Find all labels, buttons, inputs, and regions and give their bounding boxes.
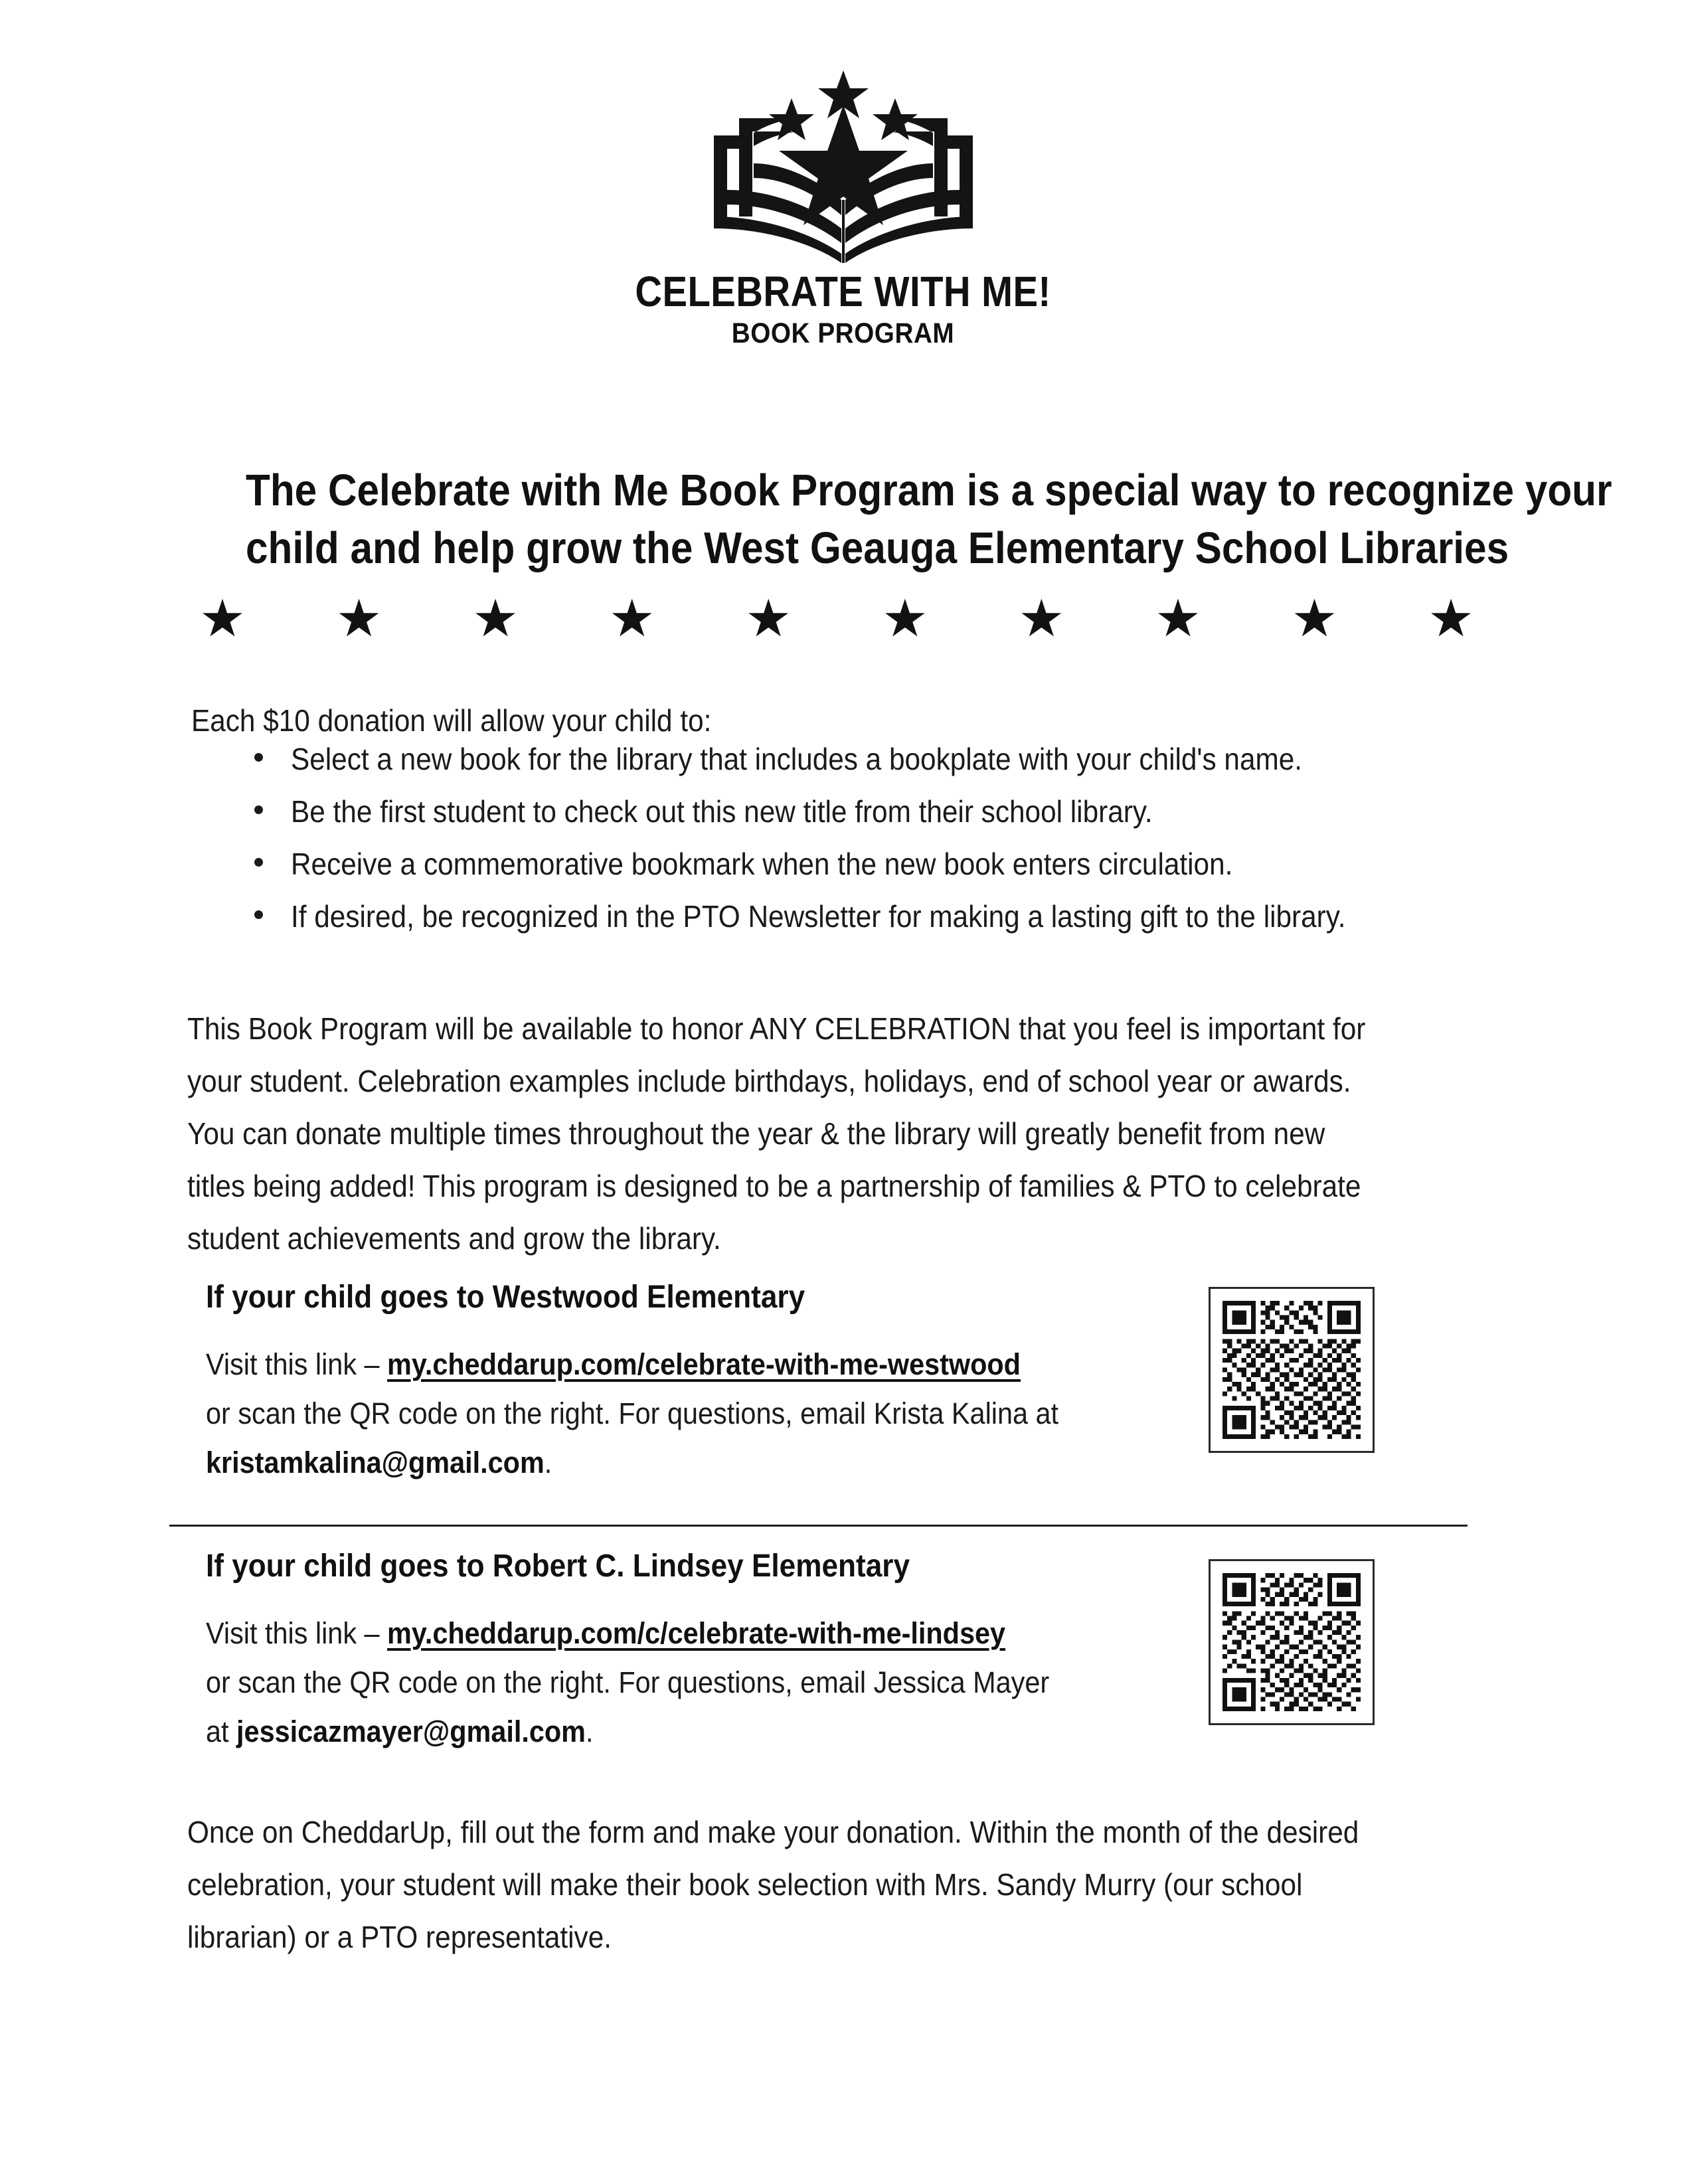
contact-email-lindsey[interactable]: jessicazmayer@gmail.com <box>236 1715 586 1748</box>
star-icon: ★ <box>1428 589 1474 647</box>
cheddarup-link-lindsey[interactable]: my.cheddarup.com/c/celebrate-with-me-lindsey <box>387 1616 1006 1650</box>
email-prefix: at <box>206 1715 237 1748</box>
body-line: student achievements and grow the library. <box>187 1221 721 1256</box>
star-icon: ★ <box>1291 589 1338 647</box>
bullet-dot-icon <box>254 753 263 762</box>
qr-westwood-image <box>1222 1301 1361 1439</box>
cheddarup-link-westwood[interactable]: my.cheddarup.com/celebrate-with-me-westwood <box>387 1347 1021 1381</box>
star-icon: ★ <box>1018 589 1065 647</box>
logo-block <box>0 64 1686 350</box>
star-icon: ★ <box>608 589 655 647</box>
contact-email-line <box>206 1707 1104 1756</box>
bullet-dot-icon <box>254 910 263 919</box>
qr-lindsey-image <box>1222 1573 1361 1711</box>
visit-link-prefix: Visit this link – <box>206 1347 388 1381</box>
page-headline <box>179 462 1612 577</box>
list-item-label: Select a new book for the library that includes a bookplate with your child's name. <box>291 742 1303 776</box>
lindsey-qr-code[interactable] <box>1209 1559 1375 1725</box>
school-heading-lindsey: If your child goes to Robert C. Lindsey Elementary <box>206 1549 910 1584</box>
donation-benefits-list <box>191 744 1519 954</box>
list-item <box>191 744 1519 796</box>
contact-email-westwood[interactable]: kristamkalina@gmail.com <box>206 1446 545 1479</box>
open-book-with-stars-icon <box>687 64 999 263</box>
email-suffix: . <box>585 1715 594 1748</box>
bullet-dot-icon <box>254 858 263 867</box>
body-line: This Book Program will be available to honor ANY CELEBRATION that you feel is important for <box>187 1011 1366 1046</box>
section-divider-rule <box>169 1525 1468 1527</box>
body-paragraph <box>187 1003 1522 1265</box>
headline-line-2: child and help grow the West Geauga Elementary School Libraries <box>246 523 1509 573</box>
list-item-label: Receive a commemorative bookmark when the new book enters circulation. <box>291 847 1233 881</box>
star-icon: ★ <box>472 589 519 647</box>
scan-instruction-line: or scan the QR code on the right. For questions, email Krista Kalina at <box>206 1396 1059 1430</box>
star-icon: ★ <box>881 589 928 647</box>
visit-link-prefix: Visit this link – <box>206 1616 388 1650</box>
logo-title: CELEBRATE WITH ME! <box>635 268 1051 315</box>
star-icon: ★ <box>1154 589 1201 647</box>
star-icon: ★ <box>745 589 792 647</box>
contact-email-line <box>206 1438 1104 1487</box>
closing-line: Once on CheddarUp, fill out the form and make your donation. Within the month of the desired <box>187 1815 1359 1849</box>
list-item-label: Be the first student to check out this new title from their school library. <box>291 794 1153 829</box>
closing-line: librarian) or a PTO representative. <box>187 1920 612 1954</box>
visit-link-line <box>206 1340 1104 1389</box>
school-details-westwood <box>206 1340 1182 1487</box>
school-details-lindsey <box>206 1609 1182 1756</box>
star-icon: ★ <box>199 589 246 647</box>
headline-line-1: The Celebrate with Me Book Program is a special way to recognize your <box>246 465 1612 515</box>
closing-line: celebration, your student will make their book selection with Mrs. Sandy Murry (our school <box>187 1867 1303 1902</box>
visit-link-line <box>206 1609 1104 1658</box>
email-suffix: . <box>544 1446 552 1479</box>
donation-intro: Each $10 donation will allow your child to: <box>191 703 712 738</box>
star-icon: ★ <box>335 589 382 647</box>
logo-subtitle: BOOK PROGRAM <box>731 317 955 349</box>
closing-paragraph <box>187 1806 1522 1964</box>
list-item <box>191 849 1519 901</box>
westwood-qr-code[interactable] <box>1209 1287 1375 1453</box>
scan-instruction-line: or scan the QR code on the right. For questions, email Jessica Mayer <box>206 1665 1050 1699</box>
list-item <box>191 901 1519 954</box>
school-heading-westwood: If your child goes to Westwood Elementary <box>206 1280 805 1315</box>
list-item <box>191 796 1519 849</box>
body-line: You can donate multiple times throughout the year & the library will greatly benefit from new <box>187 1116 1325 1151</box>
body-line: titles being added! This program is designed to be a partnership of families & PTO to celebrate <box>187 1169 1361 1203</box>
star-divider <box>199 589 1474 647</box>
bullet-dot-icon <box>254 805 263 814</box>
body-line: your student. Celebration examples include birthdays, holidays, end of school year or awards. <box>187 1064 1351 1098</box>
list-item-label: If desired, be recognized in the PTO Newsletter for making a lasting gift to the library. <box>291 899 1346 934</box>
